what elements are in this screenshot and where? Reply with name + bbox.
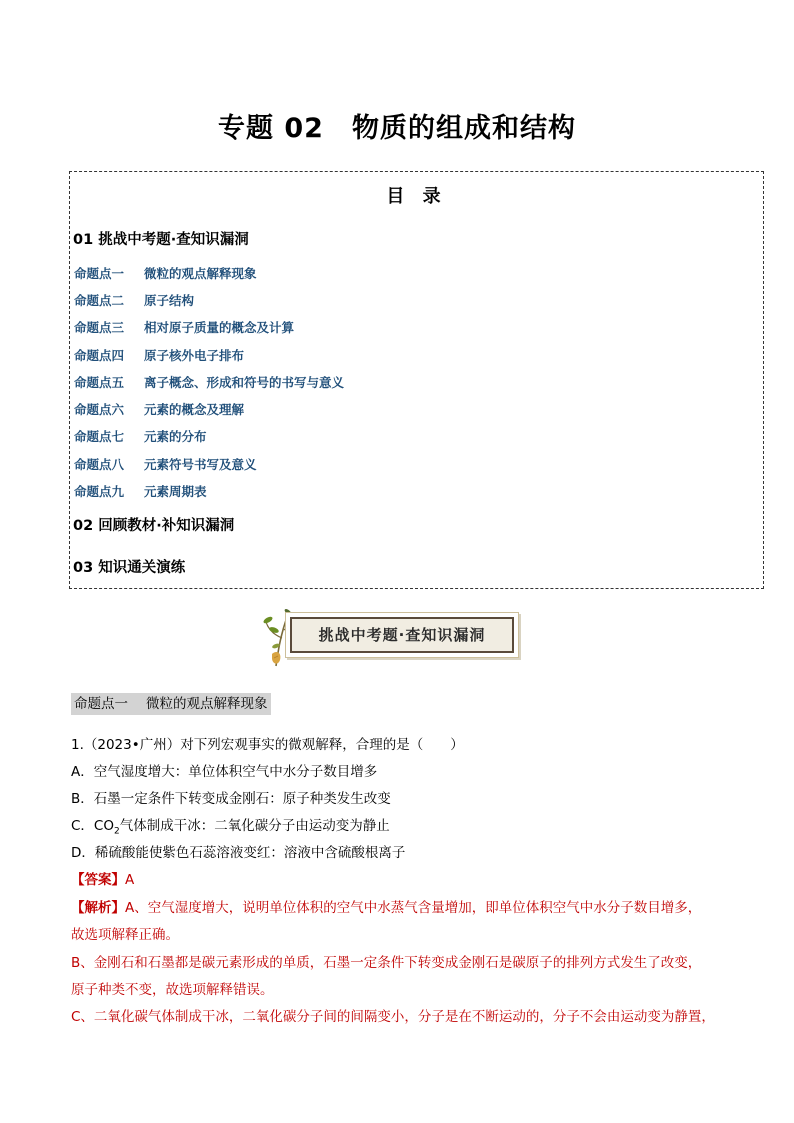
toc-item-9[interactable] [74, 482, 207, 500]
answer-label: 【答案】 [71, 872, 125, 888]
toc-item-3[interactable] [74, 318, 294, 336]
toc-item-point: 命题点七 [74, 429, 125, 444]
analysis-text: A、空气湿度增大，说明单位体积的空气中水蒸气含量增加，即单位体积空气中水分子数目增多， [125, 900, 702, 916]
analysis-line-5: C、二氧化碳气体制成干冰，二氧化碳分子间的间隔变小，分子是在不断运动的，分子不会由运动变为静置， [71, 1009, 715, 1025]
toc-item-point: 命题点一 [74, 266, 125, 281]
option-c [71, 814, 390, 837]
banner-frame [285, 612, 519, 658]
option-a: A．空气湿度增大：单位体积空气中水分子数目增多 [71, 764, 378, 780]
answer-line [71, 868, 134, 888]
toc-item-text: 元素周期表 [144, 484, 207, 499]
toc-item-point: 命题点三 [74, 320, 125, 335]
option-c-prefix: C．CO [71, 818, 114, 834]
toc-item-4[interactable] [74, 346, 244, 364]
toc-item-point: 命题点六 [74, 402, 125, 417]
section-point: 命题点一 [74, 696, 128, 712]
toc-item-text: 原子核外电子排布 [144, 348, 245, 363]
answer-value: A [125, 872, 135, 888]
toc-item-text: 离子概念、形成和符号的书写与意义 [144, 375, 345, 390]
question-stem: 1.（2023•广州）对下列宏观事实的微观解释，合理的是（ ） [71, 737, 464, 753]
toc-item-text: 元素的分布 [144, 429, 207, 444]
toc-item-text: 相对原子质量的概念及计算 [144, 320, 295, 335]
toc-heading: 目 录 [386, 186, 447, 207]
toc-section-2[interactable]: 02 回顾教材·补知识漏洞 [73, 518, 235, 534]
toc-item-8[interactable] [74, 455, 257, 473]
option-b: B．石墨一定条件下转变成金刚石：原子种类发生改变 [71, 791, 391, 807]
page-title: 专题 02 物质的组成和结构 [218, 113, 576, 144]
toc-item-6[interactable] [74, 400, 244, 418]
toc-item-point: 命题点五 [74, 375, 125, 390]
toc-item-point: 命题点九 [74, 484, 125, 499]
section-point-label [71, 693, 271, 715]
toc-item-point: 命题点四 [74, 348, 125, 363]
toc-item-2[interactable] [74, 291, 194, 309]
toc-item-text: 原子结构 [144, 293, 195, 308]
toc-item-point: 命题点八 [74, 457, 125, 472]
table-of-contents [69, 171, 764, 589]
option-c-rest: 气体制成干冰：二氧化碳分子由运动变为静止 [119, 818, 390, 834]
toc-item-1[interactable] [74, 264, 257, 282]
toc-item-point: 命题点二 [74, 293, 125, 308]
section-banner [262, 608, 524, 668]
toc-item-text: 微粒的观点解释现象 [144, 266, 257, 281]
analysis-label: 【解析】 [71, 900, 125, 916]
option-d: D．稀硫酸能使紫色石蕊溶液变红：溶液中含硫酸根离子 [71, 845, 406, 861]
analysis-line-3: B、金刚石和石墨都是碳元素形成的单质，石墨一定条件下转变成金刚石是碳原子的排列方式发生了改变， [71, 955, 702, 971]
toc-item-5[interactable] [74, 373, 344, 391]
toc-section-3[interactable]: 03 知识通关演练 [73, 560, 186, 576]
banner-text: 挑战中考题·查知识漏洞 [290, 617, 514, 653]
toc-item-7[interactable] [74, 427, 207, 445]
toc-section-1[interactable]: 01 挑战中考题·查知识漏洞 [73, 232, 249, 248]
analysis-line-1 [71, 896, 701, 916]
analysis-line-2: 故选项解释正确。 [71, 927, 179, 943]
toc-item-text: 元素符号书写及意义 [144, 457, 257, 472]
section-point-text: 微粒的观点解释现象 [146, 696, 268, 712]
analysis-line-4: 原子种类不变，故选项解释错误。 [71, 982, 274, 998]
option-c-subscript: 2 [113, 826, 120, 837]
toc-item-text: 元素的概念及理解 [144, 402, 245, 417]
